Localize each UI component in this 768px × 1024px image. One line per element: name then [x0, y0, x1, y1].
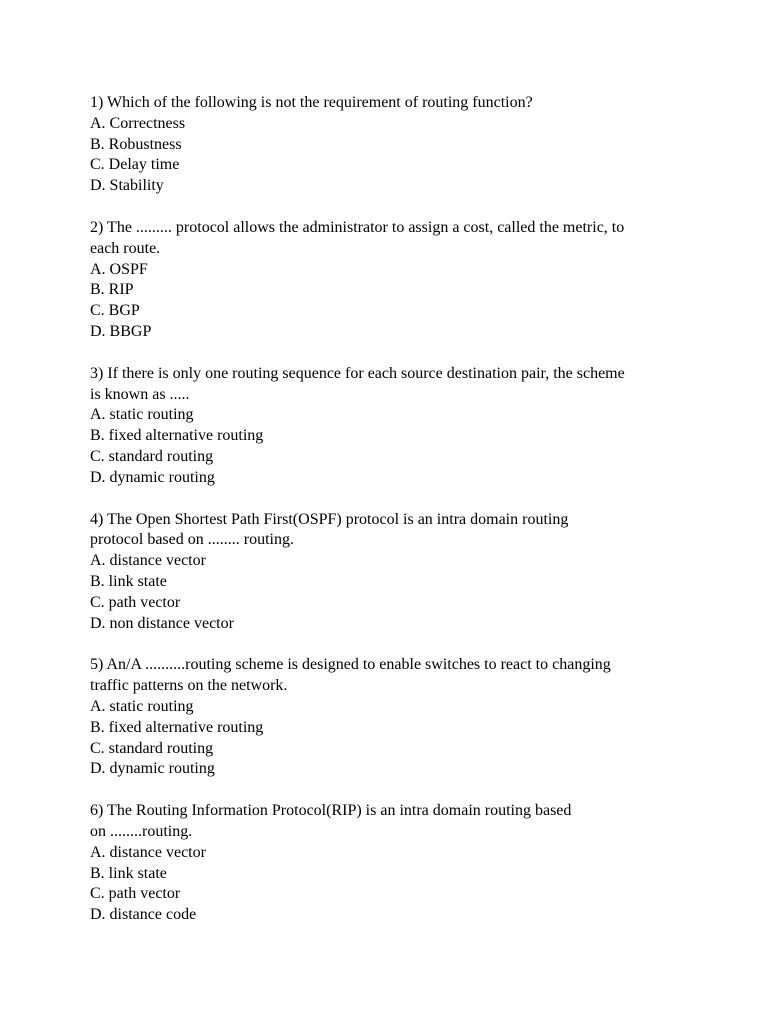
question-text-line: each route. — [90, 239, 161, 257]
answer-option: A. distance vector — [90, 843, 206, 861]
answer-option: D. dynamic routing — [90, 760, 215, 778]
question-text-line: 3) If there is only one routing sequence for each source destination pair, the scheme — [90, 364, 625, 382]
answer-option: D. distance code — [90, 906, 197, 924]
answer-option: A. static routing — [90, 697, 194, 715]
answer-option: C. standard routing — [90, 739, 214, 757]
answer-option: B. fixed alternative routing — [90, 427, 264, 445]
answer-option: C. path vector — [90, 885, 181, 903]
answer-option: C. standard routing — [90, 447, 214, 465]
question-text-line: protocol based on ........ routing. — [90, 531, 294, 549]
answer-option: D. dynamic routing — [90, 468, 215, 486]
answer-option: D. non distance vector — [90, 614, 234, 632]
answer-option: B. link state — [90, 572, 167, 590]
answer-option: D. BBGP — [90, 322, 152, 340]
question-3 — [90, 364, 730, 489]
question-6 — [90, 801, 730, 926]
answer-option: A. distance vector — [90, 552, 206, 570]
question-text-line: is known as ..... — [90, 385, 190, 403]
question-text-line: 2) The ......... protocol allows the administrator to assign a cost, called the metric, to — [90, 218, 625, 236]
question-text-line: 6) The Routing Information Protocol(RIP) is an intra domain routing based — [90, 802, 572, 820]
answer-option: C. path vector — [90, 593, 181, 611]
answer-option: B. RIP — [90, 281, 134, 299]
question-1 — [90, 93, 730, 197]
answer-option: C. Delay time — [90, 156, 180, 174]
question-text-line: 4) The Open Shortest Path First(OSPF) protocol is an intra domain routing — [90, 510, 569, 528]
question-text-line: 1) Which of the following is not the requirement of routing function? — [90, 94, 533, 111]
question-text-line: traffic patterns on the network. — [90, 677, 288, 695]
question-text-line: 5) An/A ..........routing scheme is designed to enable switches to react to changing — [90, 656, 611, 674]
question-5 — [90, 655, 730, 780]
answer-option: A. OSPF — [90, 260, 148, 278]
question-4 — [90, 510, 730, 635]
answer-option: A. Correctness — [90, 114, 186, 132]
answer-option: D. Stability — [90, 177, 164, 195]
answer-option: C. BGP — [90, 302, 140, 320]
answer-option: B. Robustness — [90, 135, 182, 153]
quiz-document — [90, 93, 730, 947]
question-text-line: on ........routing. — [90, 822, 193, 840]
answer-option: B. link state — [90, 864, 167, 882]
answer-option: A. static routing — [90, 406, 194, 424]
question-2 — [90, 218, 730, 343]
answer-option: B. fixed alternative routing — [90, 718, 264, 736]
